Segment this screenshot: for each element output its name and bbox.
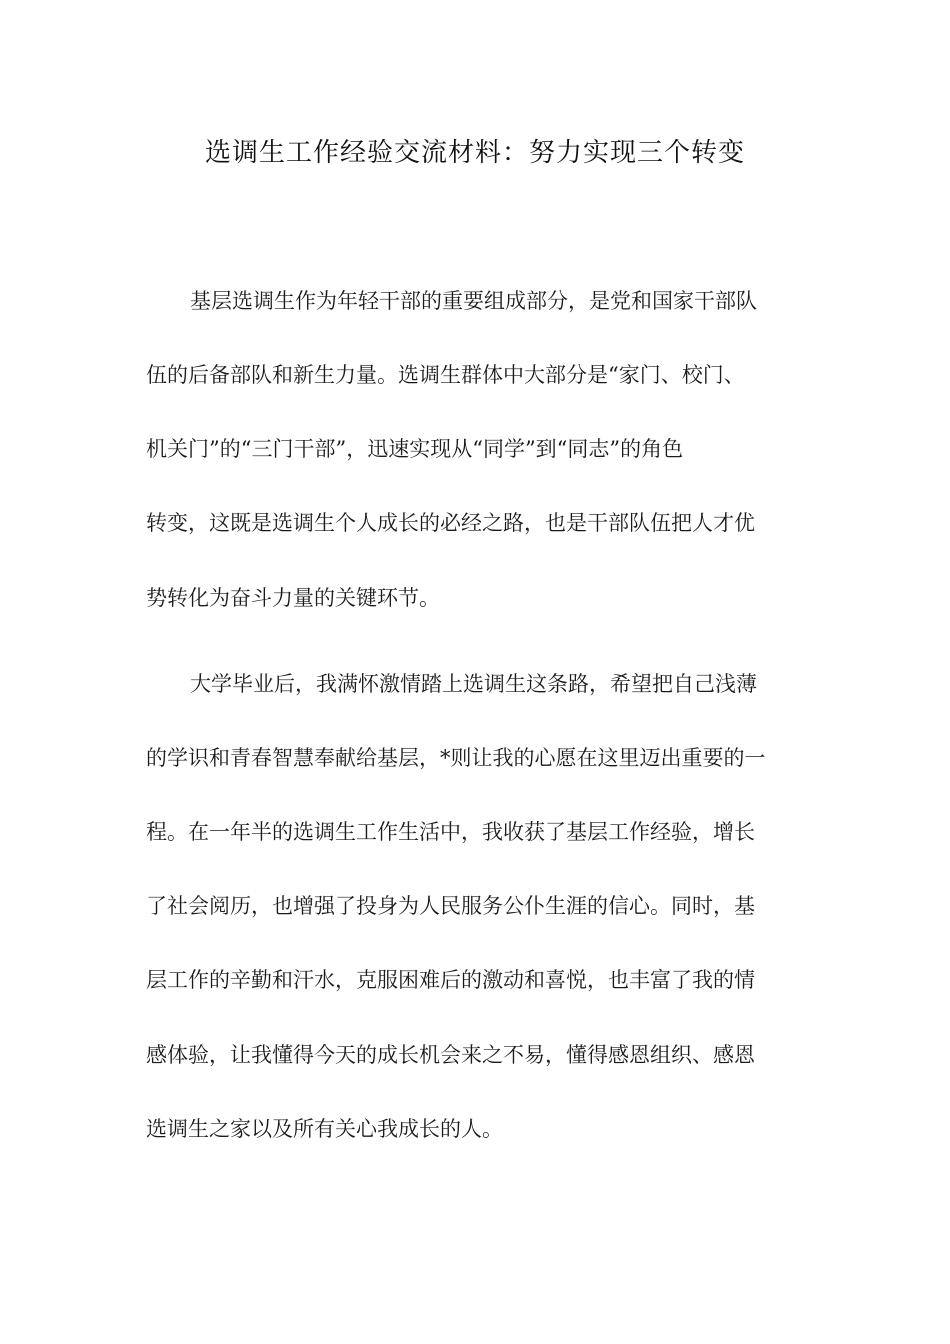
paragraph-1-line-2: 伍的后备部队和新生力量。选调生群体中大部分是“家门、校门、 (146, 363, 745, 387)
paragraph-2-line-3: 程。在一年半的选调生工作生活中，我收获了基层工作经验，增长 (146, 820, 755, 844)
paragraph-2-line-6: 感体验，让我懂得今天的成长机会来之不易，懂得感恩组织、感恩 (146, 1043, 755, 1067)
paragraph-1-line-5: 势转化为奋斗力量的关键环节。 (146, 586, 440, 610)
paragraph-1-line-4: 转变，这既是选调生个人成长的必经之路，也是干部队伍把人才优 (146, 511, 755, 535)
paragraph-1-line-3: 机关门”的“三门干部”，迅速实现从“同学”到“同志”的角色 (146, 437, 684, 461)
paragraph-2-line-7: 选调生之家以及所有关心我成长的人。 (146, 1117, 503, 1141)
paragraph-2-line-2: 的学识和青春智慧奉献给基层，*则让我的心愿在这里迈出重要的一 (146, 746, 766, 770)
paragraph-2-line-1: 大学毕业后，我满怀激情踏上选调生这条路，希望把自己浅薄 (190, 672, 757, 696)
document-title: 选调生工作经验交流材料：努力实现三个转变 (204, 138, 745, 168)
paragraph-2-line-5: 层工作的辛勤和汗水，克服困难后的激动和喜悦，也丰富了我的情 (146, 968, 755, 992)
paragraph-2-line-4: 了社会阅历，也增强了投身为人民服务公仆生涯的信心。同时，基 (146, 894, 755, 918)
paragraph-1-line-1: 基层选调生作为年轻干部的重要组成部分，是党和国家干部队 (190, 289, 757, 313)
